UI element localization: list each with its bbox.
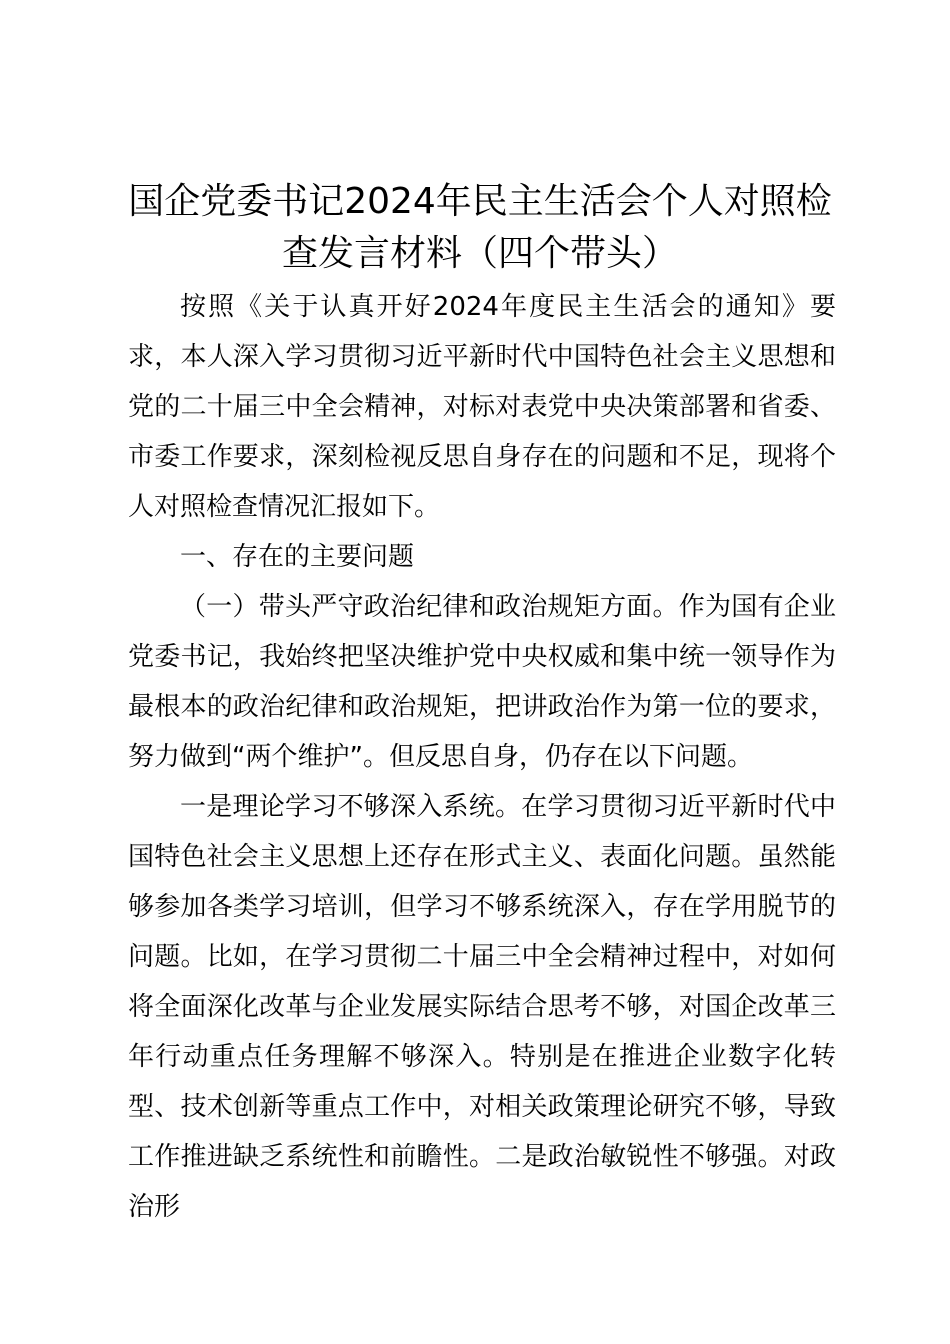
document-body (128, 282, 836, 1232)
paragraph-theory-study: 一是理论学习不够深入系统。在学习贯彻习近平新时代中国特色社会主义思想上还存在形式主义、表面化问题。虽然能够参加各类学习培训，但学习不够系统深入，存在学用脱节的问题。比如，在学习贯彻二十届三中全会精神过程中，对如何将全面深化改革与企业发展实际结合思考不够，对国企改革三年行动重点任务理解不够深入。特别是在推进企业数字化转型、技术创新等重点工作中，对相关政策理论研究不够，导致工作推进缺乏系统性和前瞻性。二是政治敏锐性不够强。对政治形 (128, 792, 836, 1222)
paragraph-political-discipline: （一）带头严守政治纪律和政治规矩方面。作为国有企业党委书记，我始终把坚决维护党中央权威和集中统一领导作为最根本的政治纪律和政治规矩，把讲政治作为第一位的要求，努力做到“两个维护”。但反思自身，仍存在以下问题。 (128, 592, 836, 772)
section-heading-main-problems: 一、存在的主要问题 (180, 542, 415, 572)
paragraph-intro: 按照《关于认真开好2024年度民主生活会的通知》要求，本人深入学习贯彻习近平新时代中国特色社会主义思想和党的二十届三中全会精神，对标对表党中央决策部署和省委、市委工作要求，深刻检视反思自身存在的问题和不足，现将个人对照检查情况汇报如下。 (128, 292, 836, 522)
document-title: 国企党委书记2024年民主生活会个人对照检查发言材料（四个带头） (128, 181, 832, 274)
